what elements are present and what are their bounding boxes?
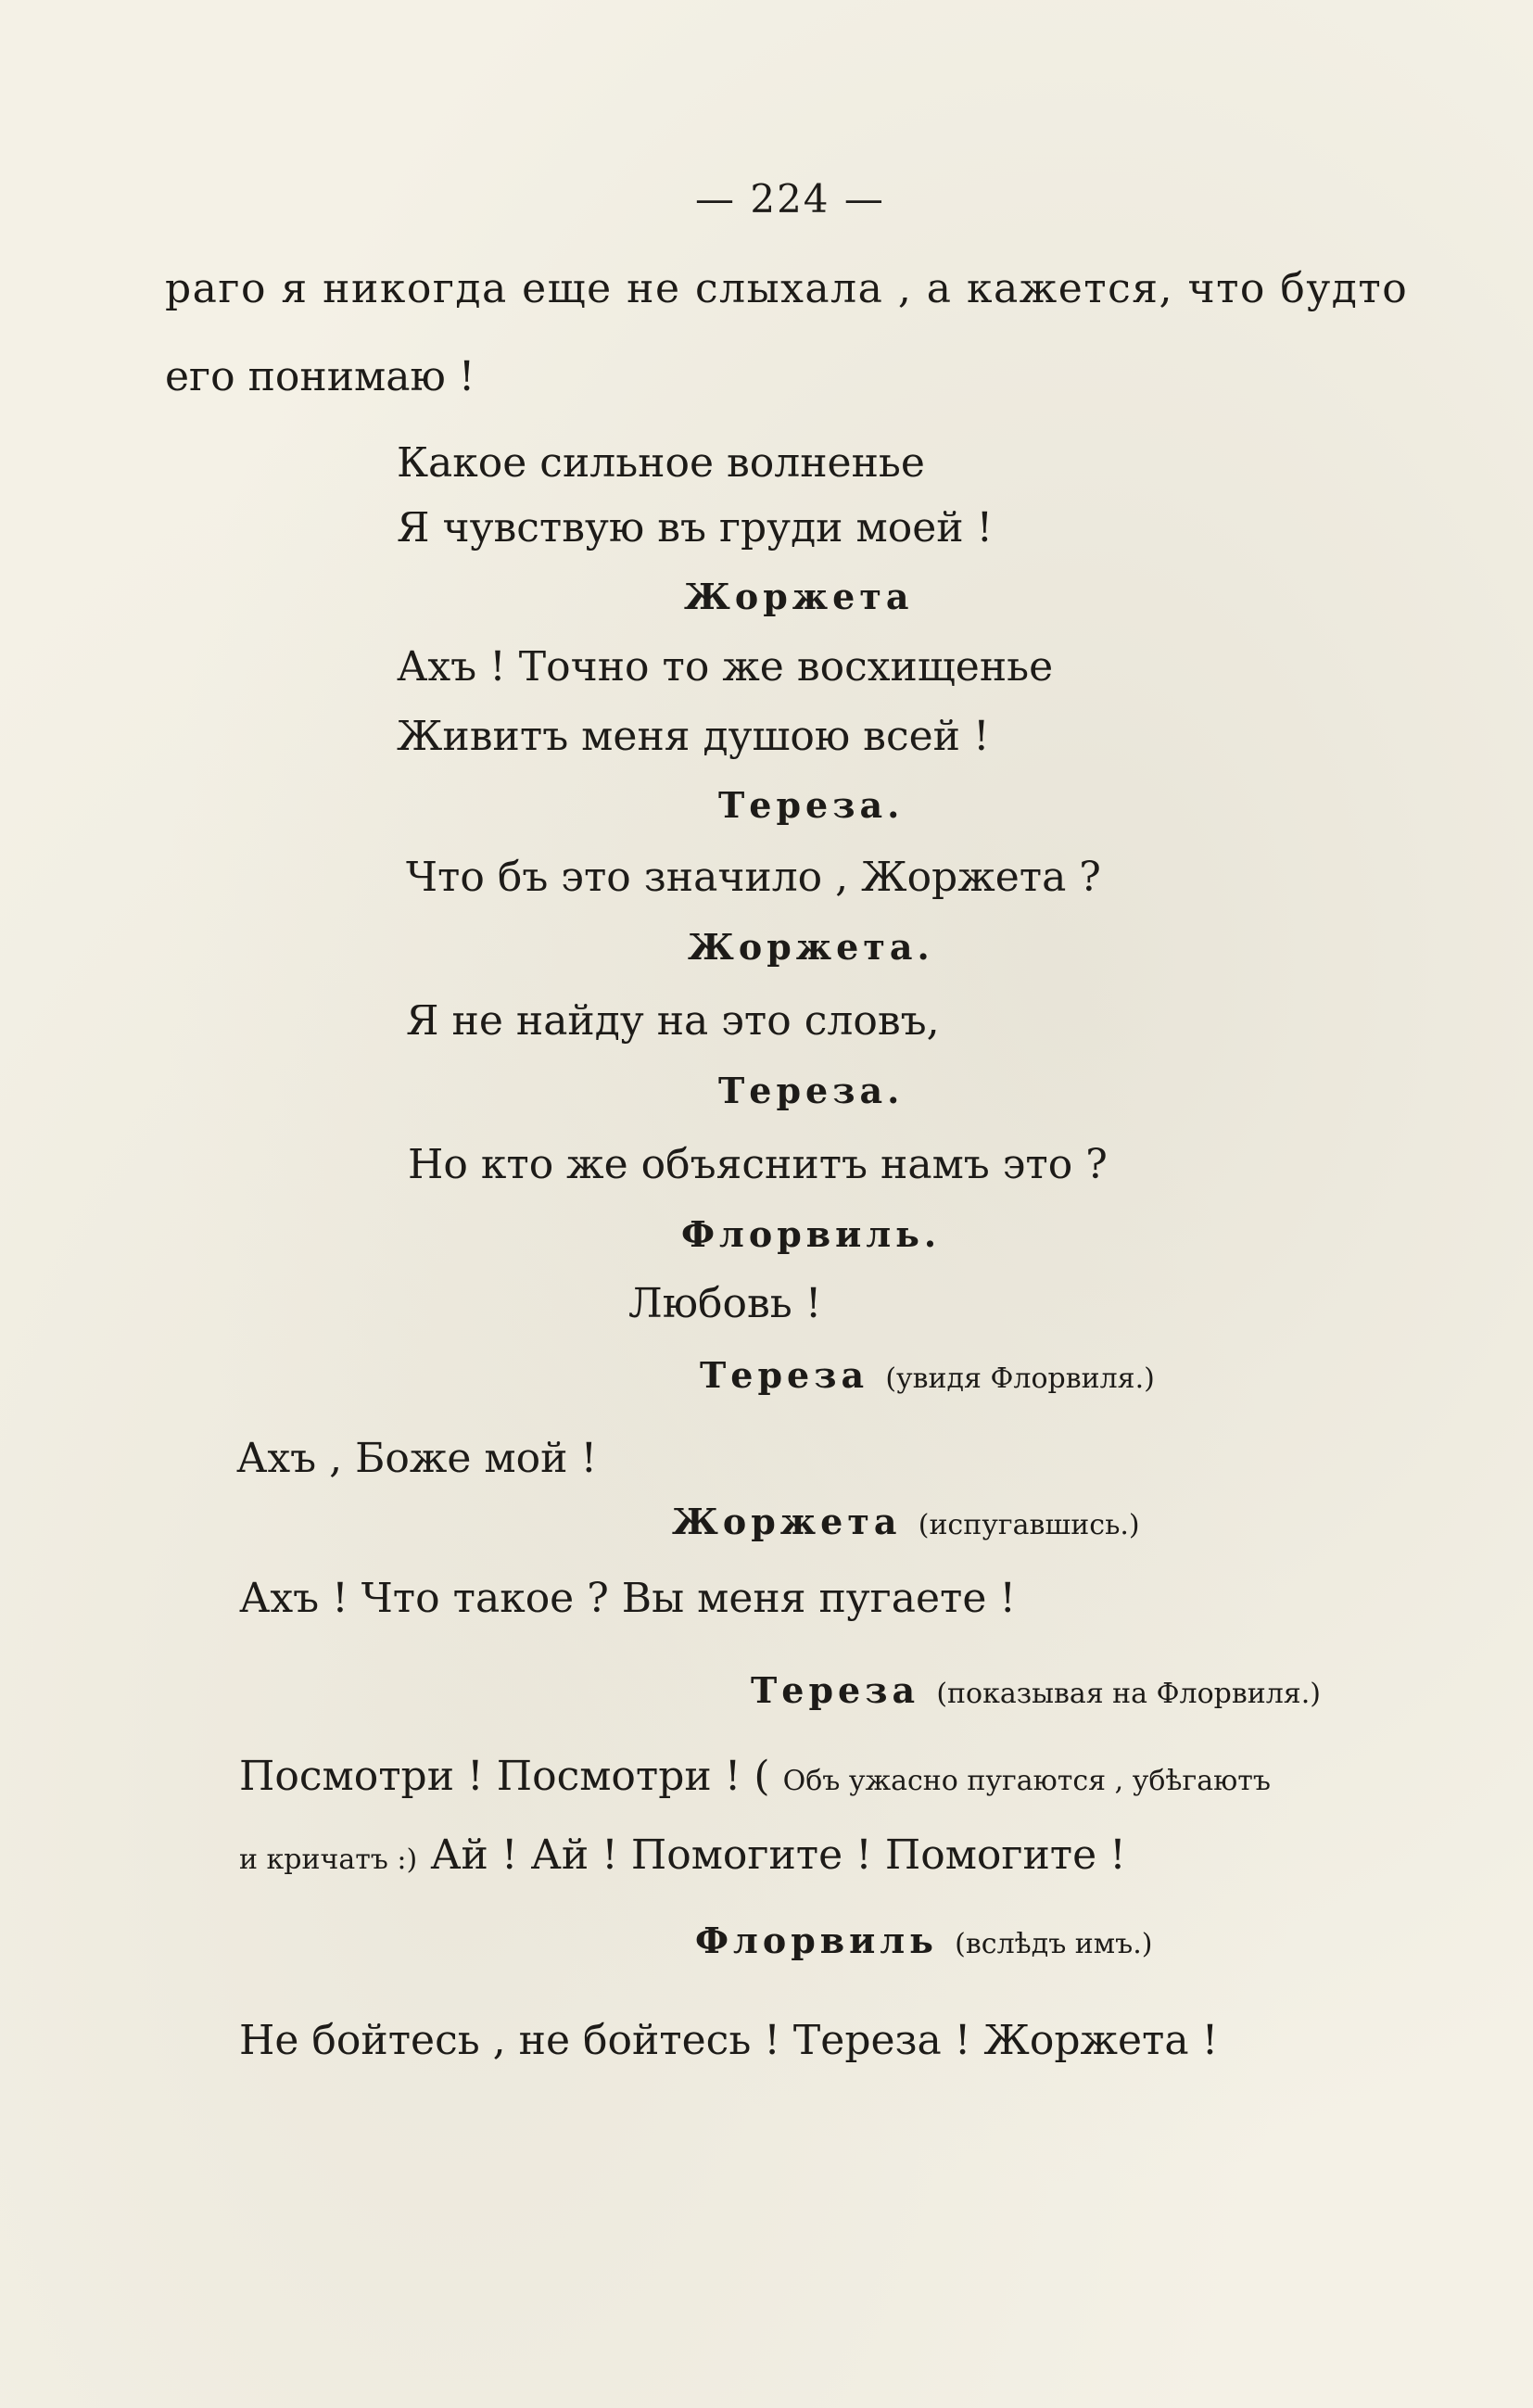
- text-line: Ахъ ! Что такое ? Вы меня пугаете !: [239, 1575, 1017, 1622]
- verse-line: Я чувствую въ груди моей !: [397, 504, 994, 551]
- speaker-with-direction: [672, 1501, 1140, 1542]
- verse-line: Но кто же объяснитъ намъ это ?: [408, 1141, 1108, 1188]
- verse-line: Какое сильное волненье: [397, 439, 925, 487]
- stage-direction: (испугавшись.): [918, 1509, 1140, 1541]
- speaker-with-direction: [751, 1669, 1321, 1711]
- speaker-name: Тереза.: [718, 1070, 905, 1111]
- inline-stage-direction: Объ ужасно пугаются , убѣгаютъ: [782, 1765, 1271, 1797]
- verse-line: Любовь !: [628, 1280, 822, 1327]
- speaker-name: Тереза: [700, 1354, 869, 1396]
- text-line: [239, 1753, 1271, 1800]
- stage-direction: (показывая на Флорвиля.): [936, 1678, 1321, 1710]
- speaker-name: Жоржета: [684, 576, 914, 617]
- text-line: Не бойтесь , не бойтесь ! Тереза ! Жоржета !: [239, 2017, 1219, 2064]
- speaker-name: Жоржета.: [688, 926, 934, 968]
- verse-line: Ахъ ! Точно то же восхищенье: [397, 643, 1054, 691]
- text-line: его понимаю !: [165, 353, 475, 400]
- stage-direction: (вслѣдъ имъ.): [955, 1928, 1153, 1960]
- stage-direction: (увидя Флорвиля.): [885, 1362, 1155, 1395]
- text-line: Ахъ , Боже мой !: [236, 1435, 598, 1482]
- page-number: — 224 —: [695, 176, 885, 222]
- verse-line: Что бъ это значило , Жоржета ?: [406, 854, 1101, 901]
- text-fragment: Ай ! Ай ! Помогите ! Помогите !: [430, 1831, 1126, 1879]
- verse-line: Я не найду на это словъ,: [406, 997, 940, 1045]
- speaker-with-direction: [695, 1920, 1153, 1961]
- speaker-name: Тереза.: [718, 784, 905, 826]
- speaker-name: Жоржета: [672, 1501, 902, 1542]
- verse-line: Живитъ меня душою всей !: [397, 713, 990, 760]
- speaker-name: Флорвиль.: [681, 1213, 942, 1255]
- speaker-name: Тереза: [751, 1669, 920, 1711]
- text-line: [239, 1831, 1126, 1879]
- inline-stage-direction: и кричатъ :): [239, 1844, 418, 1876]
- speaker-with-direction: [700, 1354, 1155, 1396]
- text-fragment: Посмотри ! Посмотри ! (: [239, 1753, 770, 1800]
- speaker-name: Флорвиль: [695, 1920, 938, 1961]
- text-line: раго я никогда еще не слыхала , а кажется, что будто: [165, 265, 1409, 312]
